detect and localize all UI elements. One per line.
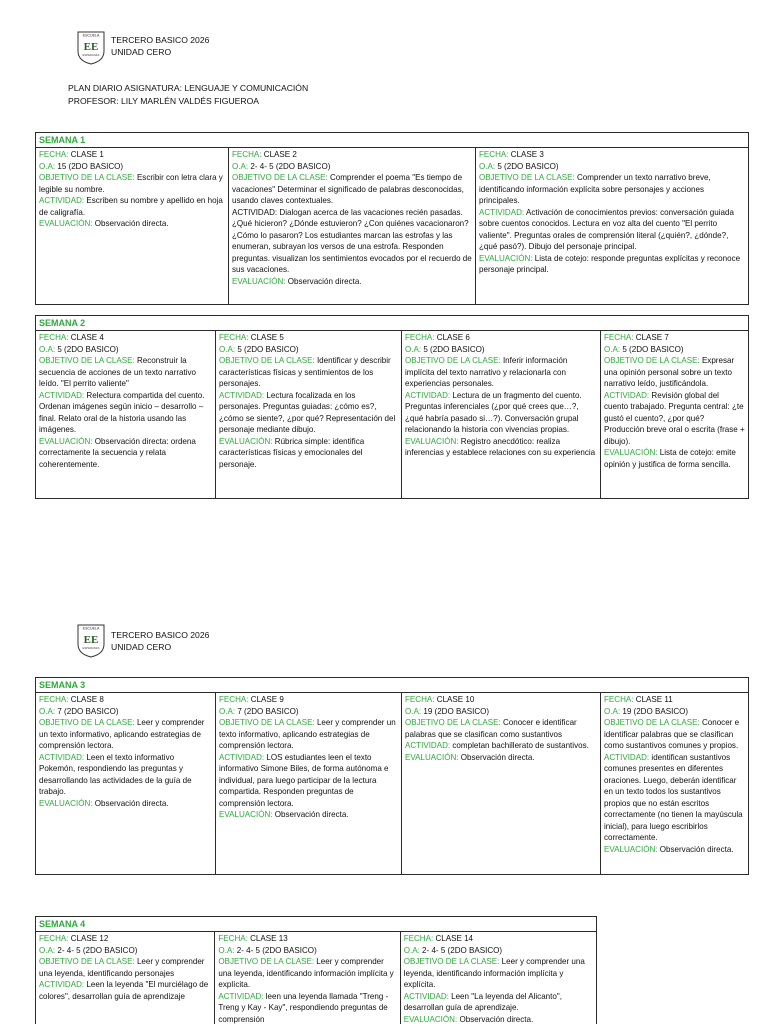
class-cell-1 <box>36 148 229 304</box>
class-cell-9 <box>216 693 402 874</box>
plan-title: PLAN DIARIO ASIGNATURA: LENGUAJE Y COMUNICACIÓN <box>68 83 309 93</box>
week-table-4 <box>35 916 597 1024</box>
activity-line: ACTIVIDAD: Leen "La leyenda del Alicanto", desarrollan guía de aprendizaje. <box>403 991 562 1012</box>
evaluation-line: EVALUACIÓN: Observación directa. <box>403 1014 534 1024</box>
class-cell-5 <box>216 331 402 498</box>
oa-line: O.A: 5 (2DO BASICO) <box>219 344 299 354</box>
evaluation-line: EVALUACIÓN: Observación directa. <box>232 276 362 286</box>
header2-line-2: UNIDAD CERO <box>111 642 172 652</box>
fecha-line: FECHA: CLASE 2 <box>232 150 297 159</box>
fecha-line: FECHA: CLASE 11 <box>604 695 673 704</box>
evaluation-line: EVALUACIÓN: Observación directa. <box>39 798 169 808</box>
evaluation-line: EVALUACIÓN: Observación directa. <box>39 219 169 228</box>
logo-text: ESCUELA <box>82 33 100 38</box>
oa-line: O.A: 2- 4- 5 (2DO BASICO) <box>403 945 503 955</box>
evaluation-line: EVALUACIÓN: Lista de cotejo: emite opinión y justifica de forma sencilla. <box>604 448 736 469</box>
oa-line: O.A: 5 (2DO BASICO) <box>604 344 684 354</box>
objective-line: OBJETIVO DE LA CLASE: Reconstruir la secuencia de acciones de un texto narrativo leído. "El perrito valiente" <box>39 356 197 388</box>
fecha-line: FECHA: CLASE 1 <box>39 150 104 159</box>
objective-line: OBJETIVO DE LA CLASE: Inferir información implícita del texto narrativo y relacionarla con experiencias personales. <box>405 356 568 388</box>
fecha-line: FECHA: CLASE 10 <box>405 695 475 704</box>
objective-line: OBJETIVO DE LA CLASE: Leer y comprender un texto informativo, aplicando estrategias de comprensión lectora. <box>219 718 396 750</box>
fecha-line: FECHA: CLASE 8 <box>39 695 104 704</box>
school-logo <box>76 29 106 65</box>
week-label: SEMANA 4 <box>36 917 596 932</box>
evaluation-line: EVALUACIÓN: Observación directa. <box>604 844 734 854</box>
activity-line: ACTIVIDAD: Leen la leyenda "El murciélago de colores", desarrollan guía de aprendizaje <box>39 980 209 1001</box>
header-line-2: UNIDAD CERO <box>111 47 172 57</box>
logo-subtext: ESPERANZA <box>82 53 100 57</box>
class-cell-10 <box>402 693 601 874</box>
objective-line: OBJETIVO DE LA CLASE: Identificar y describir características físicas y sentimientos de los personajes. <box>219 356 391 388</box>
objective-line: OBJETIVO DE LA CLASE: Leer y comprender un texto informativo, aplicando estrategias de comprensión lectora. <box>39 718 205 750</box>
objective-line: OBJETIVO DE LA CLASE: Comprender un texto narrativo breve, identificando información explícita sobre personajes y acciones principales. <box>479 173 711 205</box>
school-logo-2 <box>76 622 106 658</box>
fecha-line: FECHA: CLASE 13 <box>218 934 288 943</box>
header2-line-1: TERCERO BASICO 2026 <box>111 630 210 640</box>
oa-line: O.A: 2- 4- 5 (2DO BASICO) <box>232 161 331 171</box>
logo-monogram: EE <box>83 634 99 646</box>
objective-line: OBJETIVO DE LA CLASE: Leer y comprender una leyenda, identificando información implícita y explícita. <box>403 957 585 989</box>
activity-line: ACTIVIDAD: Lectura focalizada en los personajes. Preguntas guiadas: ¿cómo es?, ¿cómo se siente?, ¿por qué? Representación del personaje mediante dibujo. <box>219 390 396 434</box>
evaluation-line: EVALUACIÓN: Observación directa. <box>405 752 535 762</box>
fecha-line: FECHA: CLASE 12 <box>39 934 109 943</box>
logo-subtext: ESPERANZA <box>82 646 100 650</box>
activity-line: ACTIVIDAD: identifican sustantivos comunes presentes en diferentes oraciones. Luego, deberán identificar en un texto todos los sustantivos propios que no están escritos correctamente (no tienen la mayúscula inicial), para luego escribirlos correctamente. <box>604 752 743 842</box>
oa-line: O.A: 19 (2DO BASICO) <box>405 706 490 716</box>
week-label: SEMANA 3 <box>36 678 748 693</box>
week-table-2 <box>35 315 749 499</box>
activity-line: ACTIVIDAD: Revisión global del cuento trabajado. Pregunta central: ¿te gustó el cuento?, ¿por qué? Producción breve oral o escrita (frase + dibujo). <box>604 390 745 446</box>
objective-line: OBJETIVO DE LA CLASE: Expresar una opinión personal sobre un texto narrativo leído, justificándola. <box>604 356 735 388</box>
objective-line: OBJETIVO DE LA CLASE: Leer y comprender una leyenda, identificando información implícita y explícita. <box>218 957 394 989</box>
week-table-3 <box>35 677 749 875</box>
week-label: SEMANA 2 <box>36 316 748 331</box>
evaluation-line: EVALUACIÓN: Rúbrica simple: identifica características físicas y emocionales del personaje. <box>219 436 365 469</box>
class-cell-2 <box>229 148 476 304</box>
class-cell-6 <box>402 331 601 498</box>
fecha-line: FECHA: CLASE 5 <box>219 333 284 342</box>
objective-line: OBJETIVO DE LA CLASE: Conocer e identificar palabras que se clasifican como sustantivos comunes y propios. <box>604 718 740 750</box>
class-cell-8 <box>36 693 216 874</box>
evaluation-line: EVALUACIÓN: Lista de cotejo: responde preguntas explícitas y reconoce personaje principal. <box>479 253 741 274</box>
week-label: SEMANA 1 <box>36 133 748 148</box>
oa-line: O.A: 7 (2DO BASICO) <box>219 706 299 716</box>
fecha-line: FECHA: CLASE 7 <box>604 333 669 342</box>
class-cell-13 <box>215 932 400 1024</box>
oa-line: O.A: 19 (2DO BASICO) <box>604 706 689 716</box>
activity-line: ACTIVIDAD: Lectura de un fragmento del cuento. Preguntas inferenciales (¿por qué crees que…?, ¿qué habría pasado si…?). Conversación grupal relacionando la historia con vivencias propias. <box>405 390 582 434</box>
class-cell-14 <box>401 932 596 1024</box>
class-cell-3 <box>476 148 748 304</box>
teacher-name: PROFESOR: LILY MARLÉN VALDÉS FIGUEROA <box>68 96 260 106</box>
logo-monogram: EE <box>83 41 99 53</box>
fecha-line: FECHA: CLASE 14 <box>403 934 474 943</box>
activity-line: ACTIVIDAD: Dialogan acerca de las vacaciones recién pasadas. ¿Qué hicieron? ¿Dónde estuvieron? ¿Con quiénes vacacionaron? ¿Cómo lo pasaron? Los estudiantes marcan las estrofas y las enumeran, subrayan los versos de una estrofa. Responden preguntas. visualizan los sentimientos evocados por el recuerdo de sus vacaciones. <box>232 207 472 274</box>
objective-line: OBJETIVO DE LA CLASE: Escribir con letra clara y legible su nombre. <box>39 173 223 194</box>
activity-line: ACTIVIDAD: Relectura compartida del cuento. Ordenan imágenes según inicio – desarrollo – final. Relato oral de la historia usando las imágenes. <box>39 390 205 434</box>
evaluation-line: EVALUACIÓN: Observación directa: ordena correctamente la secuencia y relata coherentemente. <box>39 436 196 469</box>
oa-line: O.A: 5 (2DO BASICO) <box>405 344 485 354</box>
activity-line: ACTIVIDAD: Activación de conocimientos previos: conversación guiada sobre cuentos conocidos. Lectura en voz alta del cuento "El perrito valiente". Preguntas orales de comprensión literal (¿quién?, ¿dónde?, ¿qué pasó?). Dibujo del personaje principal. <box>479 207 734 251</box>
oa-line: O.A: 7 (2DO BASICO) <box>39 706 119 716</box>
objective-line: OBJETIVO DE LA CLASE: Leer y comprender una leyenda, identificando personajes <box>39 957 205 978</box>
evaluation-line: EVALUACIÓN: Observación directa. <box>219 810 349 819</box>
oa-line: O.A: 15 (2DO BASICO) <box>39 161 124 171</box>
activity-line: ACTIVIDAD: leen una leyenda llamada "Treng - Treng y Kay - Kay", respondiendo preguntas de comprensión <box>218 991 389 1024</box>
fecha-line: FECHA: CLASE 6 <box>405 333 470 342</box>
activity-line: ACTIVIDAD: Leen el texto informativo Pokemón, respondiendo las preguntas y desarrollando las actividades de la guía de trabajo. <box>39 752 192 796</box>
evaluation-line: EVALUACIÓN: Registro anecdótico: realiza inferencias y establece relaciones con su experiencia <box>405 436 596 457</box>
oa-line: O.A: 5 (2DO BASICO) <box>479 161 559 171</box>
class-cell-4 <box>36 331 216 498</box>
fecha-line: FECHA: CLASE 3 <box>479 150 544 159</box>
fecha-line: FECHA: CLASE 9 <box>219 695 284 704</box>
objective-line: OBJETIVO DE LA CLASE: Conocer e identificar palabras que se clasifican como sustantivos <box>405 718 577 739</box>
class-cell-12 <box>36 932 215 1024</box>
activity-line: ACTIVIDAD: completan bachillerato de sustantivos. <box>405 741 589 750</box>
activity-line: ACTIVIDAD: Escriben su nombre y apellido en hoja de caligrafía. <box>39 196 223 217</box>
oa-line: O.A: 2- 4- 5 (2DO BASICO) <box>218 945 317 955</box>
oa-line: O.A: 2- 4- 5 (2DO BASICO) <box>39 945 138 955</box>
objective-line: OBJETIVO DE LA CLASE: Comprender el poema "Es tiempo de vacaciones" Determinar el significado de palabras desconocidas, usando claves contextuales. <box>232 173 464 205</box>
logo-text: ESCUELA <box>82 626 100 631</box>
fecha-line: FECHA: CLASE 4 <box>39 333 104 342</box>
week-table-1 <box>35 132 749 305</box>
oa-line: O.A: 5 (2DO BASICO) <box>39 344 119 354</box>
class-cell-7 <box>601 331 748 498</box>
header-line-1: TERCERO BASICO 2026 <box>111 35 210 45</box>
class-cell-11 <box>601 693 748 874</box>
activity-line: ACTIVIDAD: LOS estudiantes leen el texto informativo Simone Biles, de forma autónoma e individual, para luego participar de la lectura compartida. Responden preguntas de comprensión lectora. <box>219 752 389 808</box>
